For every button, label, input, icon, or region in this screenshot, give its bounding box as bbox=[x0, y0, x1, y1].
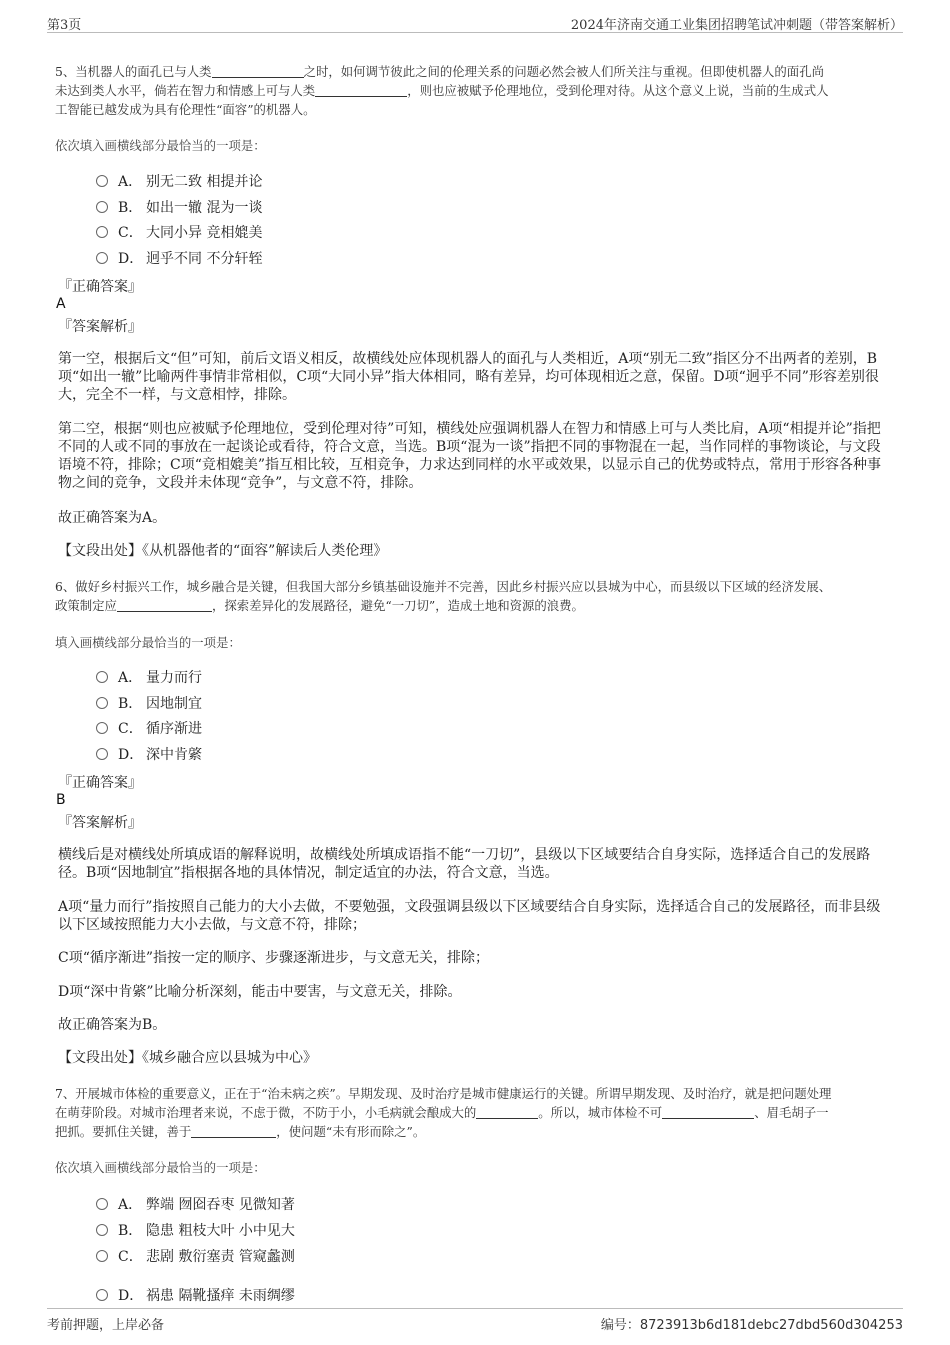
q5-option-c[interactable]: C． 大同小异 竞相媲美 bbox=[96, 222, 262, 242]
radio-icon[interactable] bbox=[96, 671, 108, 683]
q5-conclusion: 故正确答案为A。 bbox=[58, 510, 167, 526]
blank-3 bbox=[191, 1124, 276, 1138]
document-code: 编号：8723913b6d181debc27dbd560d304253 bbox=[600, 1318, 903, 1333]
radio-icon[interactable] bbox=[96, 697, 108, 709]
radio-icon[interactable] bbox=[96, 1198, 108, 1210]
q6-analysis-para-1: 横线后是对横线处所填成语的解释说明，故横线处所填成语指不能“一刀切”，县级以下区域要结合自身实际，选择适合自己的发展路径。B项“因地制宜”指根据各地的具体情况，制定适宜的办法，符合文意，当选。 bbox=[58, 847, 871, 881]
q6-option-c[interactable]: C． 循序渐进 bbox=[96, 718, 202, 738]
q5-analysis-label: 『答案解析』 bbox=[58, 319, 142, 335]
q6-conclusion: 故正确答案为B。 bbox=[58, 1017, 167, 1033]
q6-source: 【文段出处】《城乡融合应以县城为中心》 bbox=[58, 1050, 317, 1066]
page-header bbox=[47, 12, 903, 33]
q6-option-b[interactable]: B． 因地制宜 bbox=[96, 693, 202, 713]
q7-option-d[interactable]: D． 祸患 隔靴搔痒 未雨绸缪 bbox=[96, 1285, 295, 1305]
radio-icon[interactable] bbox=[96, 252, 108, 264]
radio-icon[interactable] bbox=[96, 748, 108, 760]
footer-slogan: 考前押题，上岸必备 bbox=[47, 1318, 165, 1333]
q6-analysis-para-4: D项“深中肯綮”比喻分析深刻，能击中要害，与文意无关，排除。 bbox=[58, 984, 462, 1000]
blank-1 bbox=[212, 64, 304, 78]
q6-correct-answer: B bbox=[56, 792, 66, 808]
radio-icon[interactable] bbox=[96, 175, 108, 187]
q7-option-b[interactable]: B． 隐患 粗枝大叶 小中见大 bbox=[96, 1220, 295, 1240]
radio-icon[interactable] bbox=[96, 1289, 108, 1301]
q5-source: 【文段出处】《从机器他者的“面容”解读后人类伦理》 bbox=[58, 543, 388, 559]
document-title: 2024年济南交通工业集团招聘笔试冲刺题（带答案解析） bbox=[570, 18, 903, 33]
q6-option-d[interactable]: D． 深中肯綮 bbox=[96, 744, 202, 764]
question-5-prompt: 依次填入画横线部分最恰当的一项是： bbox=[55, 138, 266, 153]
radio-icon[interactable] bbox=[96, 1224, 108, 1236]
q6-analysis-para-3: C项“循序渐进”指按一定的顺序、步骤逐渐进步，与文意无关，排除； bbox=[58, 950, 490, 966]
q5-analysis-para-1: 第一空，根据后文“但”可知，前后文语义相反，故横线处应体现机器人的面孔与人类相近，A项“别无二致”指区分不出两者的差别，B项“如出一辙”比喻两件事情非常相似，C项“大同小异”指大体相同，略有差异，均可体现相近之意，保留。D项“迥乎不同”形容差别很大，完全不一样，与文意相悖，排除。 bbox=[58, 351, 879, 403]
radio-icon[interactable] bbox=[96, 201, 108, 213]
q5-option-b[interactable]: B． 如出一辙 混为一谈 bbox=[96, 197, 262, 217]
q5-option-d[interactable]: D． 迥乎不同 不分轩轾 bbox=[96, 248, 262, 268]
radio-icon[interactable] bbox=[96, 722, 108, 734]
q6-analysis-para-2: A项“量力而行”指按照自己能力的大小去做，不要勉强，文段强调县级以下区域要结合自身实际，选择适合自己的发展路径，而非县级以下区域按照能力大小去做，与文意不符，排除； bbox=[58, 899, 881, 933]
q5-correct-answer-label: 『正确答案』 bbox=[58, 279, 142, 295]
radio-icon[interactable] bbox=[96, 1250, 108, 1262]
blank-2 bbox=[662, 1105, 754, 1119]
blank-1 bbox=[117, 598, 212, 612]
radio-icon[interactable] bbox=[96, 226, 108, 238]
blank-1 bbox=[476, 1105, 538, 1119]
page-footer bbox=[47, 1308, 903, 1331]
q6-option-a[interactable]: A． 量力而行 bbox=[96, 667, 202, 687]
q6-analysis-label: 『答案解析』 bbox=[58, 815, 142, 831]
q5-option-a[interactable]: A． 别无二致 相提并论 bbox=[96, 171, 262, 191]
blank-2 bbox=[315, 83, 407, 97]
question-7-stem: 7、开展城市体检的重要意义，正在于“治未病之疾”。早期发现、及时治疗是城市健康运行的关键。所谓早期发现、及时治疗，就是把问题处理 在萌芽阶段。对城市治理者来说，不虑于微，不防于小，小毛病就会酿成大的 。所以，城市体检不可 、眉毛胡子一 把抓。要抓住关键，善于 ，使问题“未有形而除之”。 bbox=[55, 1086, 832, 1139]
question-7-prompt: 依次填入画横线部分最恰当的一项是： bbox=[55, 1160, 266, 1175]
question-6-prompt: 填入画横线部分最恰当的一项是： bbox=[55, 635, 241, 650]
q7-option-a[interactable]: A． 弊端 囫囵吞枣 见微知著 bbox=[96, 1194, 295, 1214]
q5-analysis-para-2: 第二空，根据“则也应被赋予伦理地位，受到伦理对待”可知，横线处应强调机器人在智力和情感上可与人类比肩，A项“相提并论”指把不同的人或不同的事放在一起谈论或看待，符合文意，当选。B项“混为一谈”指把不同的事物混在一起，当作同样的事物谈论，与文段语境不符，排除；C项“竞相媲美”指互相比较，互相竞争，力求达到同样的水平或效果，以显示自己的优势或特点，常用于形容各种事物之间的竞争，文段并未体现“竞争”，与文意不符，排除。 bbox=[58, 421, 882, 491]
page-number: 第3页 bbox=[47, 18, 82, 33]
question-6-stem: 6、做好乡村振兴工作，城乡融合是关键，但我国大部分乡镇基础设施并不完善，因此乡村振兴应以县城为中心，而县级以下区域的经济发展、 政策制定应 ，探索差异化的发展路径，避免“一刀切”，造成土地和资源的浪费。 bbox=[55, 579, 832, 613]
question-5-stem: 5、当机器人的面孔已与人类 之时，如何调节彼此之间的伦理关系的问题必然会被人们所关注与重视。但即使机器人的面孔尚 未达到类人水平，倘若在智力和情感上可与人类 ，则也应被赋予伦理地位，受到伦理对待。从这个意义上说，当前的生成式人 工智能已越发成为具有伦理性“面容”的机器人。 bbox=[55, 64, 829, 117]
q5-correct-answer: A bbox=[56, 296, 66, 312]
q6-correct-answer-label: 『正确答案』 bbox=[58, 775, 142, 791]
q7-option-c[interactable]: C． 悲剧 敷衍塞责 管窥蠡测 bbox=[96, 1246, 295, 1266]
